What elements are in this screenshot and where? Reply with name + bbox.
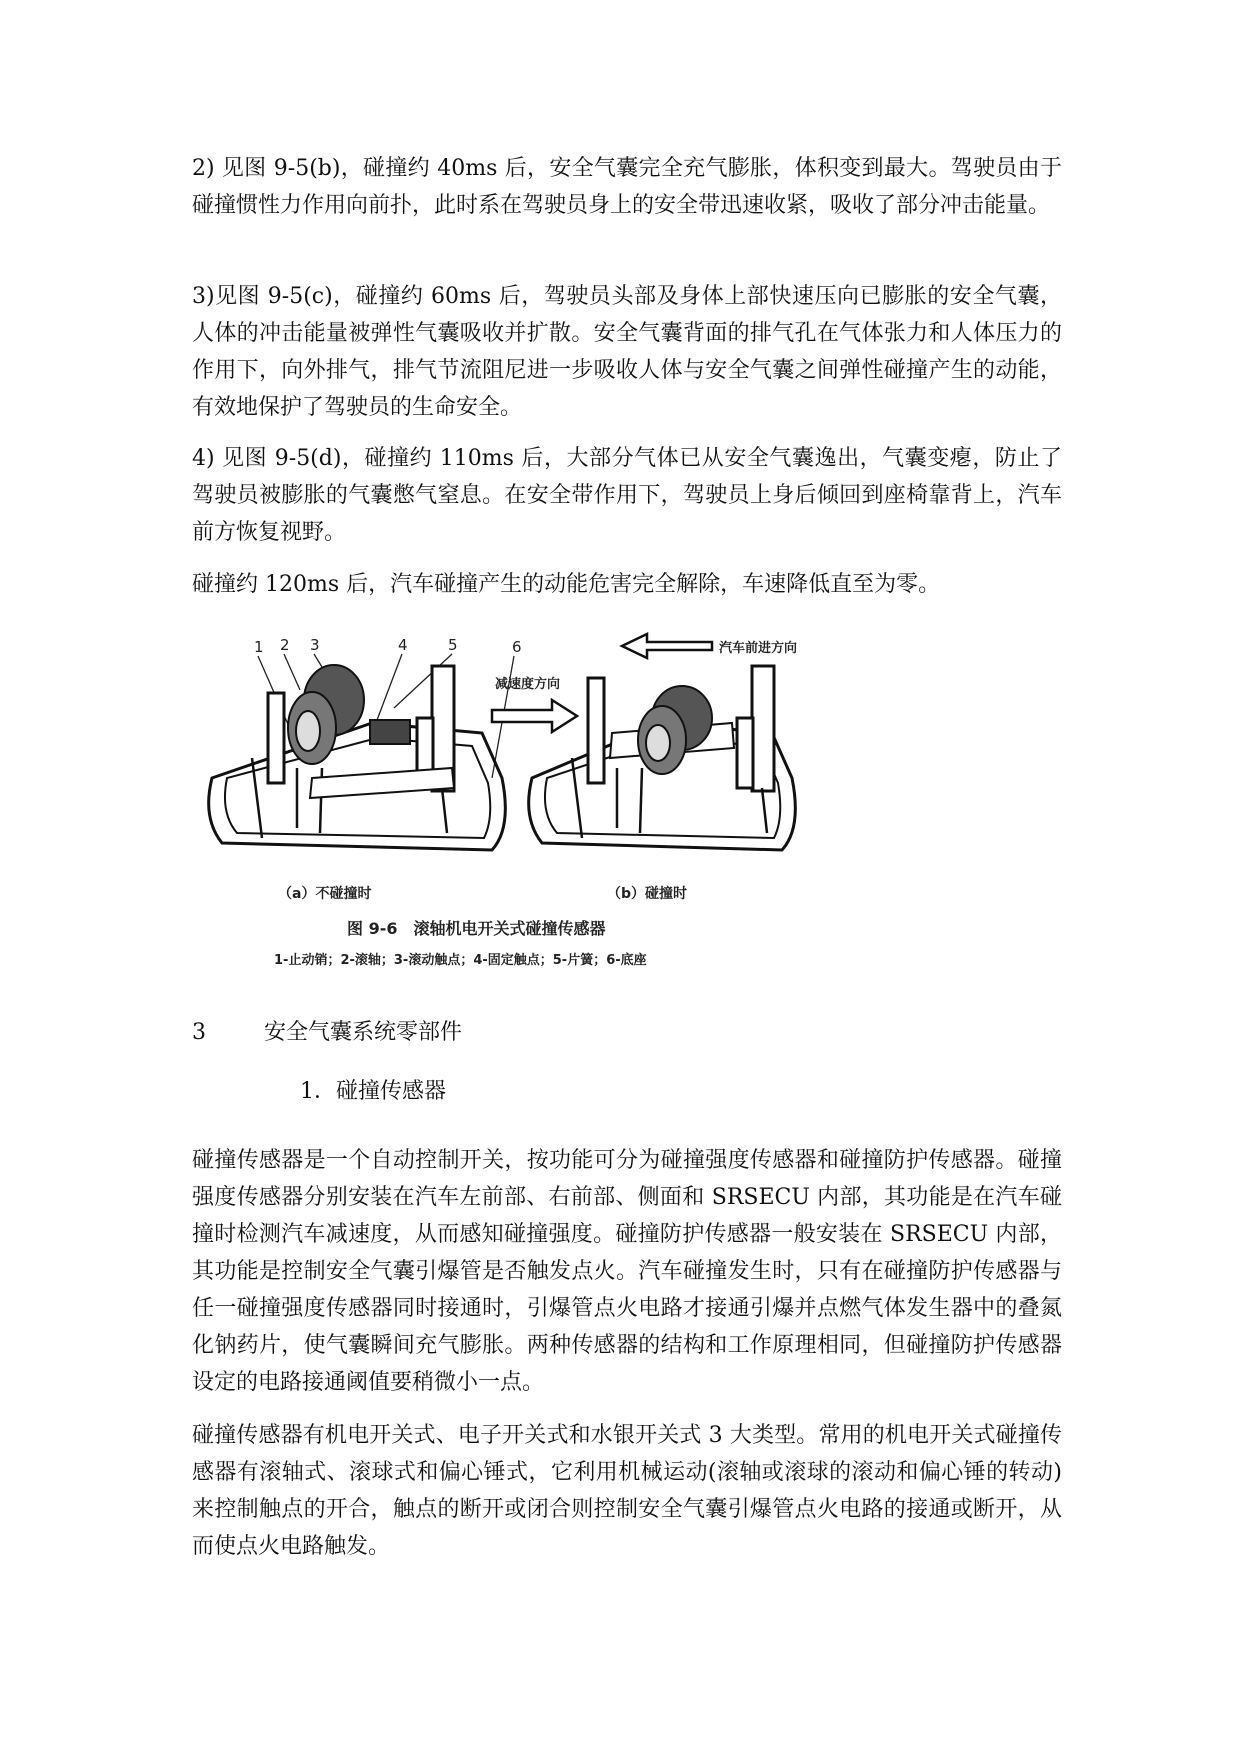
part-number-4: 4 [398,636,408,654]
roller-b [638,686,712,774]
paragraph-crash-sensor-types: 碰撞传感器有机电开关式、电子开关式和水银开关式 3 大类型。常用的机电开关式碰撞传感器有滚轴式、滚球式和偏心锤式，它利用机械运动(滚轴或滚球的滚动和偏心锤的转动)来控制触点的开合，触点的断开或闭合则控制安全气囊引爆管点火电路的接通或断开，从而使点火电路触发。 [192,1423,1062,1559]
crash-sensor-diagram [192,628,812,1008]
subsection-title: 1．碰撞传感器 [300,1079,446,1104]
part-number-5: 5 [448,636,458,654]
forward-direction-arrow [622,634,797,658]
forward-direction-label: 汽车前进方向 [719,641,798,656]
paragraph-airbag-110ms: 4) 见图 9-5(d)，碰撞约 110ms 后，大部分气体已从安全气囊逸出，气囊变瘪，防止了驾驶员被膨胀的气囊憋气窒息。在安全带作用下，驾驶员上身后倾回到座椅靠背上，汽车前方恢复视野。 [192,446,1062,545]
section-title: 安全气囊系统零部件 [264,1020,463,1045]
part-number-2: 2 [280,636,290,654]
fixed-contact-a [370,720,410,744]
paragraph-airbag-40ms: 2) 见图 9-5(b)，碰撞约 40ms 后，安全气囊完全充气膨胀，体积变到最大。驾驶员由于碰撞惯性力作用向前扑，此时系在驾驶员身上的安全带迅速收紧，吸收了部分冲击能量。 [192,156,1062,218]
part-number-1: 1 [254,638,264,656]
paragraph-crash-sensor-function: 碰撞传感器是一个自动控制开关，按功能可分为碰撞强度传感器和碰撞防护传感器。碰撞强度传感器分别安装在汽车左前部、右前部、侧面和 SRSECU 内部，其功能是在汽车碰撞时检测汽车减速度，从而感知碰撞强度。碰撞防护传感器一般安装在 SRSECU 内部，其功能是控制安全气囊引爆管是否触发点火。汽车碰撞发生时，只有在碰撞防护传感器与任一碰撞强度传感器同时接通时，引爆管点火电路才接通引爆并点燃气体发生器中的叠氮化钠药片，使气囊瞬间充气膨胀。两种传感器的结构和工作原理相同，但碰撞防护传感器设定的电路接通阈值要稍微小一点。 [192,1148,1062,1395]
paragraph-airbag-120ms: 碰撞约 120ms 后，汽车碰撞产生的动能危害完全解除，车速降低直至为零。 [192,572,941,597]
caption-a: （a）不碰撞时 [278,886,372,902]
paragraph-airbag-60ms: 3)见图 9-5(c)，碰撞约 60ms 后，驾驶员头部及身体上部快速压向已膨胀的安全气囊，人体的冲击能量被弹性气囊吸收并扩散。安全气囊背面的排气孔在气体张力和人体压力的作用下，向外排气，排气节流阻尼进一步吸收人体与安全气囊之间弹性碰撞产生的动能，有效地保护了驾驶员的生命安全。 [192,284,1062,420]
figure-legend: 1-止动销；2-滚轴；3-滚动触点；4-固定触点；5-片簧；6-底座 [274,953,647,968]
part-number-3: 3 [310,636,320,654]
section-number: 3 [192,1020,206,1045]
caption-b: （b）碰撞时 [607,886,688,902]
crash-sensor-figure [192,628,812,1008]
deceleration-label: 减速度方向 [495,677,561,692]
part-number-6: 6 [512,638,522,656]
figure-title: 图 9-6 滚轴机电开关式碰撞传感器 [347,919,606,938]
